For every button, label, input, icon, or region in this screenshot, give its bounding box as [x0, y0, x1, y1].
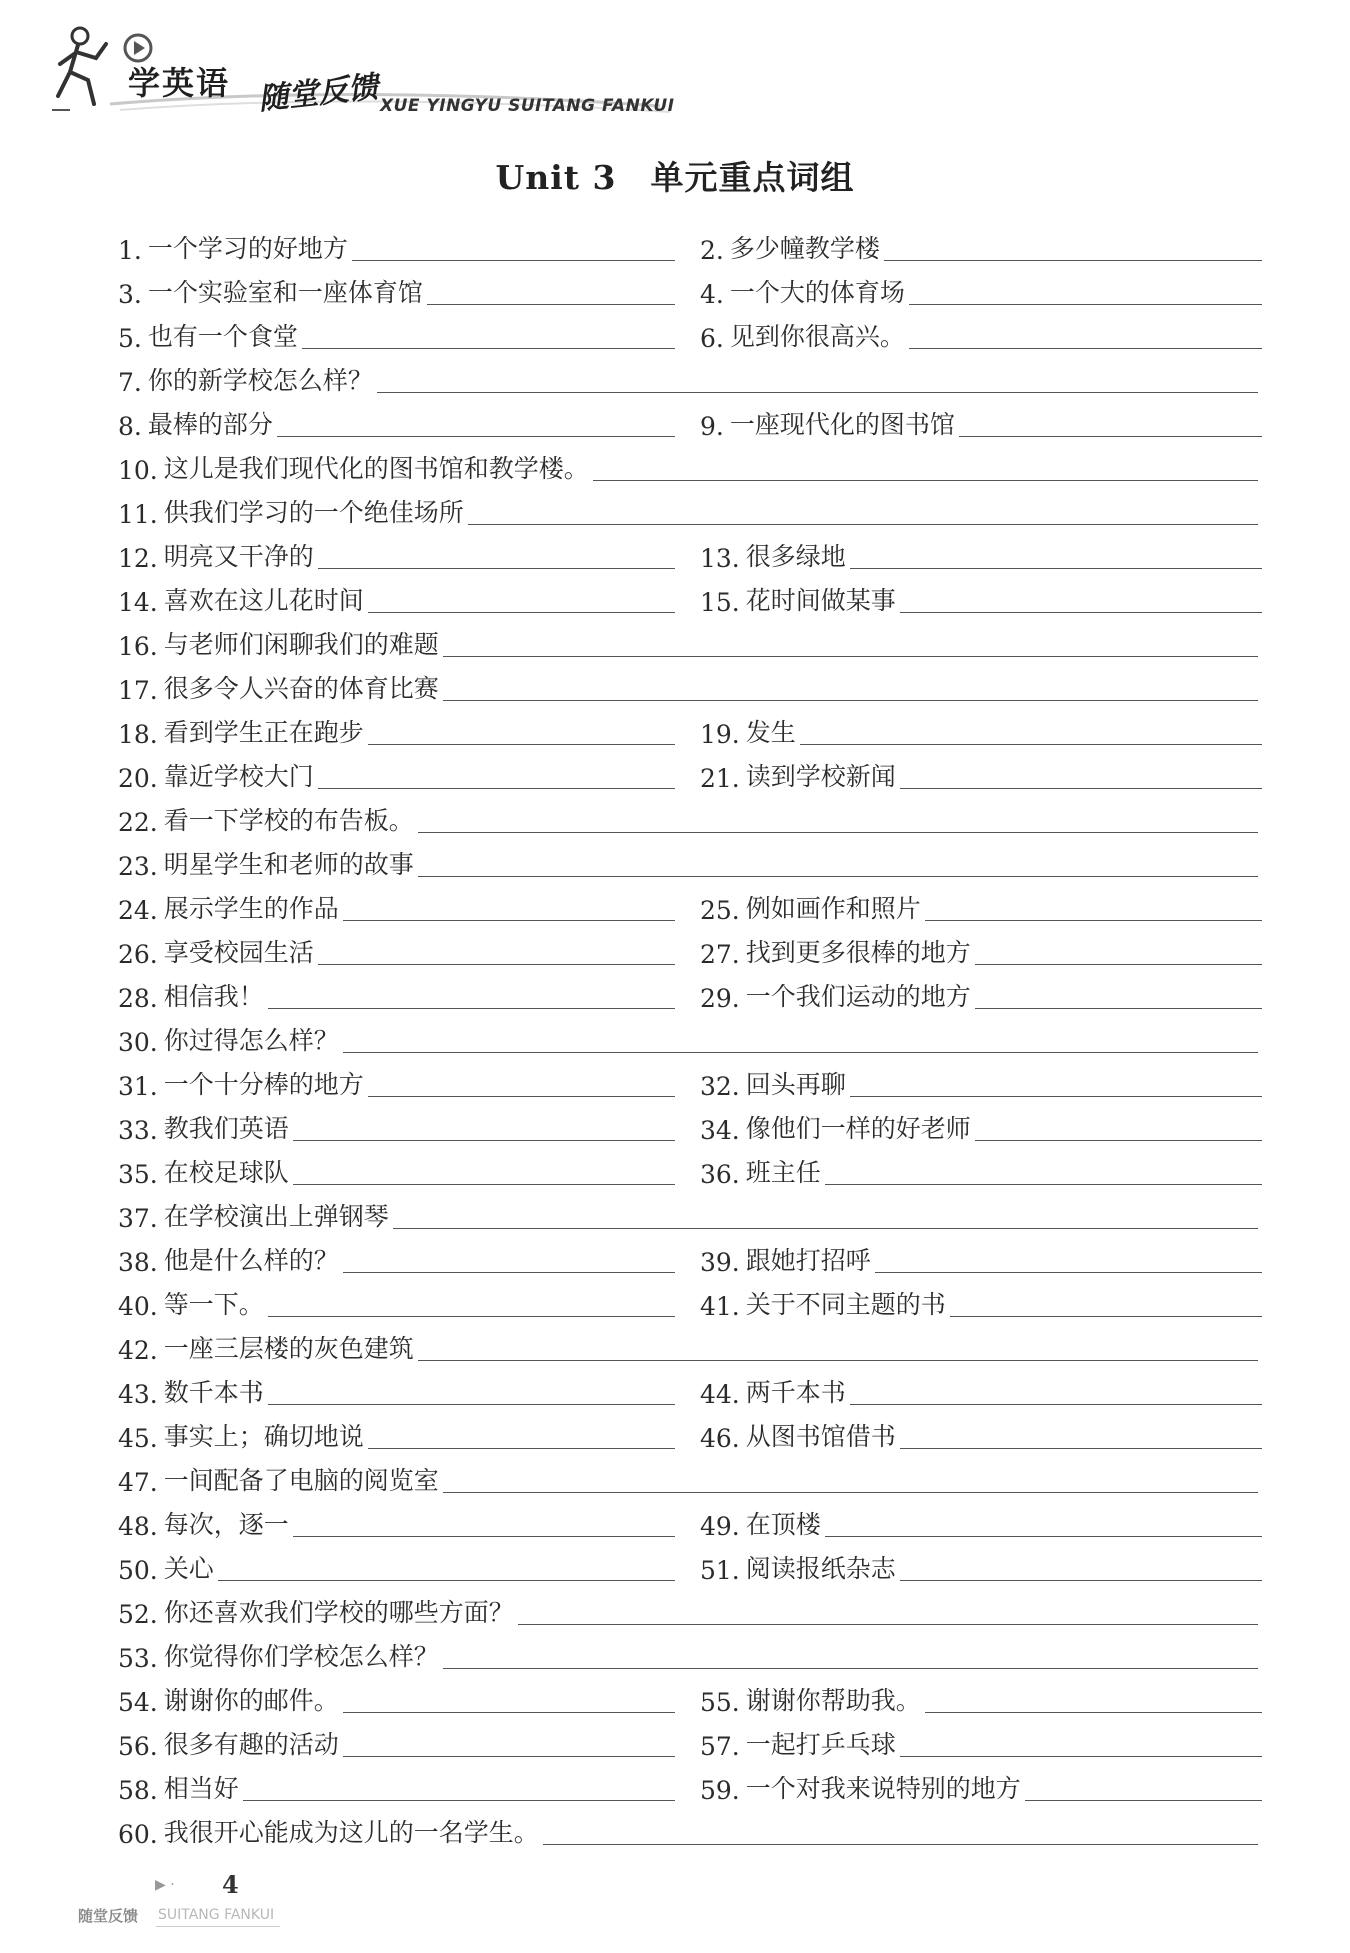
- phrase-number: 39.: [700, 1248, 740, 1277]
- phrase-item: [118, 577, 675, 617]
- phrase-text: 在顶楼: [745, 1510, 821, 1539]
- phrase-number: 48.: [118, 1512, 158, 1541]
- phrase-number: 47.: [118, 1468, 158, 1497]
- phrase-number: 18.: [118, 720, 158, 749]
- phrase-item: [118, 665, 1258, 705]
- answer-blank[interactable]: [543, 1843, 1258, 1845]
- answer-blank[interactable]: [368, 743, 675, 745]
- answer-blank[interactable]: [418, 831, 1258, 833]
- phrase-item: [118, 533, 675, 573]
- phrase-item: [118, 1809, 1258, 1849]
- phrase-text: 关心: [163, 1554, 214, 1583]
- phrase-text: 每次，逐一: [163, 1510, 289, 1539]
- answer-blank[interactable]: [975, 1007, 1262, 1009]
- answer-blank[interactable]: [318, 567, 675, 569]
- phrase-number: 36.: [700, 1160, 740, 1189]
- footer-label: 随堂反馈: [78, 1907, 139, 1925]
- phrase-item: [118, 1281, 675, 1321]
- phrase-number: 44.: [700, 1380, 740, 1409]
- phrase-text: 明星学生和老师的故事: [163, 850, 414, 879]
- phrase-number: 60.: [118, 1820, 158, 1849]
- answer-blank[interactable]: [909, 347, 1262, 349]
- phrase-item: [700, 709, 1262, 749]
- phrase-text: 我很开心能成为这儿的一名学生。: [163, 1818, 539, 1847]
- phrase-item: [118, 445, 1258, 485]
- phrase-item: [700, 401, 1262, 441]
- answer-blank[interactable]: [925, 919, 1262, 921]
- phrase-item: [118, 1545, 675, 1585]
- answer-blank[interactable]: [368, 611, 675, 613]
- phrase-item: [118, 1677, 675, 1717]
- phrase-number: 33.: [118, 1116, 158, 1145]
- phrase-number: 46.: [700, 1424, 740, 1453]
- phrase-text: 展示学生的作品: [163, 894, 339, 923]
- answer-blank[interactable]: [377, 391, 1258, 393]
- answer-blank[interactable]: [318, 787, 675, 789]
- page-title: Unit 3 单元重点词组: [495, 158, 855, 197]
- phrase-number: 22.: [118, 808, 158, 837]
- phrase-number: 1.: [118, 236, 142, 265]
- phrase-number: 17.: [118, 676, 158, 705]
- answer-blank[interactable]: [268, 1403, 675, 1405]
- phrase-number: 24.: [118, 896, 158, 925]
- answer-blank[interactable]: [518, 1623, 1258, 1625]
- phrase-item: [118, 1017, 1258, 1057]
- phrase-number: 35.: [118, 1160, 158, 1189]
- phrase-item: [118, 225, 675, 265]
- phrase-text: 一间配备了电脑的阅览室: [163, 1466, 439, 1495]
- answer-blank[interactable]: [293, 1183, 675, 1185]
- phrase-number: 9.: [700, 412, 724, 441]
- phrase-item: [118, 753, 675, 793]
- phrase-item: [700, 1545, 1262, 1585]
- phrase-item: [118, 885, 675, 925]
- phrase-number: 55.: [700, 1688, 740, 1717]
- answer-blank[interactable]: [884, 259, 1262, 261]
- phrase-text: 很多有趣的活动: [163, 1730, 339, 1759]
- phrase-text: 一个学习的好地方: [147, 234, 348, 263]
- phrase-number: 10.: [118, 456, 158, 485]
- phrase-text: 在校足球队: [163, 1158, 289, 1187]
- answer-blank[interactable]: [243, 1799, 675, 1801]
- phrase-text: 看一下学校的布告板。: [163, 806, 414, 835]
- answer-blank[interactable]: [875, 1271, 1262, 1273]
- phrase-text: 回头再聊: [745, 1070, 846, 1099]
- answer-blank[interactable]: [277, 435, 675, 437]
- answer-blank[interactable]: [293, 1139, 675, 1141]
- phrase-text: 班主任: [745, 1158, 821, 1187]
- phrase-number: 52.: [118, 1600, 158, 1629]
- answer-blank[interactable]: [975, 1139, 1262, 1141]
- phrase-text: 也有一个食堂: [147, 322, 298, 351]
- phrase-text: 从图书馆借书: [745, 1422, 896, 1451]
- footer-divider: [156, 1926, 280, 1927]
- phrase-text: 享受校园生活: [163, 938, 314, 967]
- phrase-text: 一个我们运动的地方: [745, 982, 971, 1011]
- phrase-text: 找到更多很棒的地方: [745, 938, 971, 967]
- phrase-item: [700, 1501, 1262, 1541]
- phrase-number: 58.: [118, 1776, 158, 1805]
- phrase-text: 最棒的部分: [147, 410, 273, 439]
- phrase-item: [118, 269, 675, 309]
- answer-blank[interactable]: [900, 787, 1262, 789]
- answer-blank[interactable]: [850, 1095, 1262, 1097]
- logo-text-cn-italic: 随堂反馈: [256, 69, 380, 118]
- phrase-item: [700, 1677, 1262, 1717]
- answer-blank[interactable]: [293, 1535, 675, 1537]
- phrase-text: 例如画作和照片: [745, 894, 921, 923]
- phrase-text: 这儿是我们现代化的图书馆和教学楼。: [163, 454, 589, 483]
- answer-blank[interactable]: [900, 1579, 1262, 1581]
- phrase-number: 14.: [118, 588, 158, 617]
- phrase-number: 19.: [700, 720, 740, 749]
- phrase-item: [700, 885, 1262, 925]
- phrase-item: [118, 1105, 675, 1145]
- phrase-text: 一个实验室和一座体育馆: [147, 278, 423, 307]
- phrase-item: [700, 1413, 1262, 1453]
- phrase-item: [700, 577, 1262, 617]
- phrase-text: 一个大的体育场: [729, 278, 905, 307]
- phrase-number: 50.: [118, 1556, 158, 1585]
- answer-blank[interactable]: [800, 743, 1262, 745]
- phrase-text: 发生: [745, 718, 796, 747]
- phrase-item: [700, 929, 1262, 969]
- phrase-text: 见到你很高兴。: [729, 322, 905, 351]
- phrase-text: 很多绿地: [745, 542, 846, 571]
- phrase-item: [118, 1325, 1258, 1365]
- phrase-text: 你的新学校怎么样？: [147, 366, 373, 395]
- answer-blank[interactable]: [368, 1095, 675, 1097]
- phrase-text: 花时间做某事: [745, 586, 896, 615]
- phrase-text: 一座三层楼的灰色建筑: [163, 1334, 414, 1363]
- phrase-number: 15.: [700, 588, 740, 617]
- answer-blank[interactable]: [825, 1183, 1262, 1185]
- answer-blank[interactable]: [900, 611, 1262, 613]
- phrase-number: 49.: [700, 1512, 740, 1541]
- phrase-item: [118, 973, 675, 1013]
- phrase-number: 26.: [118, 940, 158, 969]
- page-number: 4: [222, 1870, 239, 1899]
- answer-blank[interactable]: [343, 1755, 675, 1757]
- phrase-text: 你过得怎么样？: [163, 1026, 339, 1055]
- phrase-text: 像他们一样的好老师: [745, 1114, 971, 1143]
- phrase-item: [118, 1721, 675, 1761]
- phrase-text: 一起打乒乓球: [745, 1730, 896, 1759]
- logo-text-en: XUE YINGYU SUITANG FANKUI: [380, 96, 675, 116]
- phrase-item: [700, 1237, 1262, 1277]
- answer-blank[interactable]: [443, 1667, 1258, 1669]
- answer-blank[interactable]: [268, 1007, 675, 1009]
- answer-blank[interactable]: [593, 479, 1258, 481]
- phrase-number: 11.: [118, 500, 158, 529]
- phrase-number: 4.: [700, 280, 724, 309]
- phrase-item: [700, 973, 1262, 1013]
- phrase-number: 51.: [700, 1556, 740, 1585]
- phrase-text: 等一下。: [163, 1290, 264, 1319]
- phrase-text: 靠近学校大门: [163, 762, 314, 791]
- phrase-item: [118, 841, 1258, 881]
- phrase-text: 很多令人兴奋的体育比赛: [163, 674, 439, 703]
- phrase-item: [118, 797, 1258, 837]
- phrase-item: [118, 313, 675, 353]
- answer-blank[interactable]: [825, 1535, 1262, 1537]
- phrase-number: 53.: [118, 1644, 158, 1673]
- answer-blank[interactable]: [443, 1491, 1258, 1493]
- phrase-number: 38.: [118, 1248, 158, 1277]
- phrase-text: 数千本书: [163, 1378, 264, 1407]
- phrase-number: 29.: [700, 984, 740, 1013]
- phrase-item: [700, 1765, 1262, 1805]
- phrase-text: 他是什么样的？: [163, 1246, 339, 1275]
- logo-text-cn: 学英语: [128, 64, 231, 102]
- phrase-number: 43.: [118, 1380, 158, 1409]
- answer-blank[interactable]: [1025, 1799, 1262, 1801]
- phrase-item: [700, 753, 1262, 793]
- phrase-item: [118, 1765, 675, 1805]
- phrase-text: 跟她打招呼: [745, 1246, 871, 1275]
- answer-blank[interactable]: [418, 875, 1258, 877]
- answer-blank[interactable]: [302, 347, 675, 349]
- phrase-text: 多少幢教学楼: [729, 234, 880, 263]
- answer-blank[interactable]: [468, 523, 1258, 525]
- arrow-icon: ▶ ·: [155, 1877, 175, 1893]
- phrase-number: 21.: [700, 764, 740, 793]
- answer-blank[interactable]: [950, 1315, 1262, 1317]
- answer-blank[interactable]: [218, 1579, 675, 1581]
- answer-blank[interactable]: [268, 1315, 675, 1317]
- phrase-number: 8.: [118, 412, 142, 441]
- phrase-number: 12.: [118, 544, 158, 573]
- phrase-text: 一个对我来说特别的地方: [745, 1774, 1021, 1803]
- answer-blank[interactable]: [909, 303, 1262, 305]
- footer-label-en: SUITANG FANKUI: [158, 1907, 275, 1923]
- phrase-text: 一座现代化的图书馆: [729, 410, 955, 439]
- phrase-item: [700, 1105, 1262, 1145]
- phrase-item: [118, 1369, 675, 1409]
- phrase-text: 相当好: [163, 1774, 239, 1803]
- phrase-text: 看到学生正在跑步: [163, 718, 364, 747]
- phrase-item: [118, 1193, 1258, 1233]
- phrase-item: [118, 1413, 675, 1453]
- phrase-number: 2.: [700, 236, 724, 265]
- phrase-item: [118, 1457, 1258, 1497]
- answer-blank[interactable]: [352, 259, 675, 261]
- phrase-item: [118, 1589, 1258, 1629]
- answer-blank[interactable]: [959, 435, 1262, 437]
- answer-blank[interactable]: [427, 303, 675, 305]
- phrase-text: 喜欢在这儿花时间: [163, 586, 364, 615]
- phrase-item: [118, 1237, 675, 1277]
- phrase-number: 42.: [118, 1336, 158, 1365]
- phrase-number: 34.: [700, 1116, 740, 1145]
- phrase-item: [700, 1281, 1262, 1321]
- phrase-number: 57.: [700, 1732, 740, 1761]
- phrase-item: [700, 1149, 1262, 1189]
- phrase-text: 教我们英语: [163, 1114, 289, 1143]
- phrase-number: 23.: [118, 852, 158, 881]
- phrase-item: [700, 533, 1262, 573]
- phrase-number: 54.: [118, 1688, 158, 1717]
- phrase-number: 25.: [700, 896, 740, 925]
- phrase-text: 一个十分棒的地方: [163, 1070, 364, 1099]
- phrase-text: 谢谢你的邮件。: [163, 1686, 339, 1715]
- phrase-item: [118, 1633, 1258, 1673]
- phrase-text: 阅读报纸杂志: [745, 1554, 896, 1583]
- phrase-item: [118, 1149, 675, 1189]
- phrase-item: [118, 357, 1258, 397]
- phrase-text: 明亮又干净的: [163, 542, 314, 571]
- phrase-item: [700, 225, 1262, 265]
- answer-blank[interactable]: [418, 1359, 1258, 1361]
- phrase-number: 41.: [700, 1292, 740, 1321]
- phrase-text: 你还喜欢我们学校的哪些方面？: [163, 1598, 514, 1627]
- phrase-item: [700, 269, 1262, 309]
- phrase-item: [118, 1501, 675, 1541]
- phrase-number: 40.: [118, 1292, 158, 1321]
- phrase-text: 供我们学习的一个绝佳场所: [163, 498, 464, 527]
- phrase-number: 56.: [118, 1732, 158, 1761]
- phrase-item: [700, 1369, 1262, 1409]
- answer-blank[interactable]: [975, 963, 1262, 965]
- answer-blank[interactable]: [368, 1447, 675, 1449]
- phrase-number: 3.: [118, 280, 142, 309]
- answer-blank[interactable]: [850, 1403, 1262, 1405]
- phrase-text: 谢谢你帮助我。: [745, 1686, 921, 1715]
- phrase-number: 7.: [118, 368, 142, 397]
- answer-blank[interactable]: [900, 1755, 1262, 1757]
- phrase-number: 37.: [118, 1204, 158, 1233]
- phrase-item: [118, 401, 675, 441]
- phrase-text: 关于不同主题的书: [745, 1290, 946, 1319]
- phrase-item: [118, 929, 675, 969]
- phrase-number: 20.: [118, 764, 158, 793]
- answer-blank[interactable]: [343, 919, 675, 921]
- phrase-text: 读到学校新闻: [745, 762, 896, 791]
- phrase-number: 32.: [700, 1072, 740, 1101]
- phrase-item: [118, 621, 1258, 661]
- phrase-text: 两千本书: [745, 1378, 846, 1407]
- phrase-item: [700, 313, 1262, 353]
- phrase-number: 27.: [700, 940, 740, 969]
- phrase-number: 5.: [118, 324, 142, 353]
- phrase-item: [700, 1061, 1262, 1101]
- phrase-item: [700, 1721, 1262, 1761]
- phrase-number: 16.: [118, 632, 158, 661]
- answer-blank[interactable]: [318, 963, 675, 965]
- phrase-item: [118, 709, 675, 749]
- phrase-number: 45.: [118, 1424, 158, 1453]
- answer-blank[interactable]: [900, 1447, 1262, 1449]
- answer-blank[interactable]: [343, 1271, 675, 1273]
- answer-blank[interactable]: [393, 1227, 1258, 1229]
- phrase-number: 13.: [700, 544, 740, 573]
- answer-blank[interactable]: [443, 655, 1258, 657]
- answer-blank[interactable]: [343, 1711, 675, 1713]
- phrase-text: 相信我！: [163, 982, 264, 1011]
- answer-blank[interactable]: [443, 699, 1258, 701]
- answer-blank[interactable]: [343, 1051, 1258, 1053]
- phrase-text: 事实上；确切地说: [163, 1422, 364, 1451]
- phrase-item: [118, 489, 1258, 529]
- phrase-text: 在学校演出上弹钢琴: [163, 1202, 389, 1231]
- phrase-text: 你觉得你们学校怎么样？: [163, 1642, 439, 1671]
- phrase-number: 30.: [118, 1028, 158, 1057]
- phrase-number: 31.: [118, 1072, 158, 1101]
- phrase-text: 与老师们闲聊我们的难题: [163, 630, 439, 659]
- phrase-item: [118, 1061, 675, 1101]
- phrase-number: 59.: [700, 1776, 740, 1805]
- answer-blank[interactable]: [925, 1711, 1262, 1713]
- answer-blank[interactable]: [850, 567, 1262, 569]
- phrase-number: 28.: [118, 984, 158, 1013]
- phrase-number: 6.: [700, 324, 724, 353]
